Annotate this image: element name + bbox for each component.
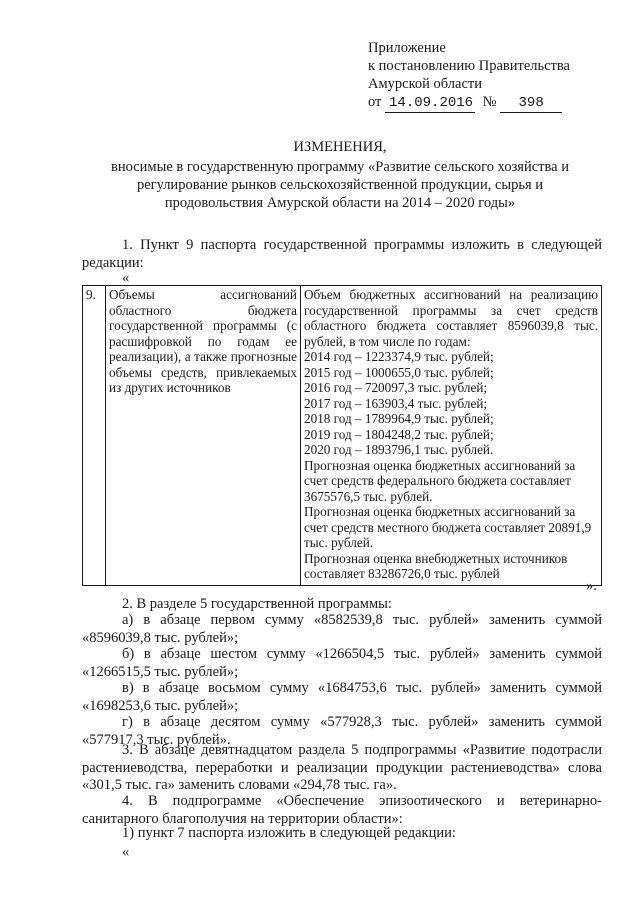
year-2016: 2016 год – 720097,3 тыс. рублей; <box>304 380 488 395</box>
row-value <box>301 286 602 586</box>
close-quote-1: ». <box>586 578 597 594</box>
year-2014: 2014 год – 1223374,9 тыс. рублей; <box>304 349 494 364</box>
paragraph-4-1: 1) пункт 7 паспорта изложить в следующей редакции: <box>122 825 456 841</box>
item-b: б) в абзаце шестом сумму «1266504,5 тыс. рублей» заменить суммой «1266515,5 тыс. рублей»; <box>82 646 602 680</box>
title-line-2: регулирование рынков сельскохозяйственной продукции, сырья и <box>136 177 544 193</box>
open-quote-1: « <box>122 270 130 286</box>
decree-number: 398 <box>500 94 562 113</box>
row-label: Объемы ассигнований областного бюджета государственной программы (с расшифровкой по годам ее реализации), а также прогнозные объемы средств, привлекаемых из других источников <box>106 286 301 586</box>
item-g: г) в абзаце десятом сумму «577928,3 тыс. рублей» заменить суммой «577917,3 тыс. рублей». <box>82 714 602 748</box>
year-2019: 2019 год – 1804248,2 тыс. рублей; <box>304 426 494 442</box>
title-line-3: продовольствия Амурской области на 2014 – 2020 годы» <box>164 195 516 211</box>
year-2018: 2018 год – 1789964,9 тыс. рублей; <box>304 411 494 426</box>
title-line-1: вносимые в государственную программу «Развитие сельского хозяйства и <box>111 159 569 175</box>
number-prefix: № <box>482 94 497 110</box>
item-v: в) в абзаце восьмом сумму «1684753,6 тыс. рублей» заменить суммой «1698253,6 тыс. рублей»; <box>82 680 602 714</box>
extra-budget-estimate: Прогнозная оценка внебюджетных источников составляет 83286726,0 тыс. рублей <box>304 550 568 581</box>
header-appendix: Приложение <box>368 40 446 56</box>
funding-intro: Объем бюджетных ассигнований на реализацию государственной программы за счет средств областного бюджета составляет 8596039,8 тыс. рублей, в том числе по годам: <box>304 287 598 349</box>
header-region: Амурской области <box>368 76 482 92</box>
title-main: ИЗМЕНЕНИЯ, <box>293 139 387 155</box>
funding-table <box>82 285 602 586</box>
paragraph-2: 2. В разделе 5 государственной программы: <box>122 596 392 612</box>
header-decree: к постановлению Правительства <box>368 58 570 74</box>
paragraph-3: 3. В абзаце девятнадцатом раздела 5 подпрограммы «Развитие подотрасли растениеводства, переработки и реализации продукции растениеводства» слова «301,5 тыс. га» заменить словами «294,78 тыс. га». <box>82 742 602 793</box>
paragraph-1: 1. Пункт 9 паспорта государственной программы изложить в следующей редакции: <box>82 237 602 271</box>
local-estimate: Прогнозная оценка бюджетных ассигнований за счет средств местного бюджета составляет 20891,9 тыс. рублей. <box>304 504 592 550</box>
open-quote-2: « <box>122 844 130 860</box>
header-date-line <box>368 93 570 113</box>
date-prefix: от <box>368 94 382 110</box>
year-2020: 2020 год – 1893796,1 тыс. рублей. <box>304 442 494 457</box>
row-number: 9. <box>83 286 106 586</box>
decree-date: 14.09.2016 <box>385 94 475 113</box>
table-row <box>83 286 602 586</box>
document-title <box>60 138 620 212</box>
approval-header <box>368 39 570 113</box>
year-2017: 2017 год – 163903,4 тыс. рублей; <box>304 395 488 411</box>
year-2015: 2015 год – 1000655,0 тыс. рублей; <box>304 364 494 380</box>
paragraph-4: 4. В подпрограмме «Обеспечение эпизоотического и ветеринарно-санитарного благополучия на территории области»: <box>82 793 602 827</box>
item-a: а) в абзаце первом сумму «8582539,8 тыс. рублей» заменить суммой «8596039,8 тыс. рублей»; <box>82 612 602 646</box>
federal-estimate: Прогнозная оценка бюджетных ассигнований за счет средств федерального бюджета составляет 3675576,5 тыс. рублей. <box>304 457 576 504</box>
